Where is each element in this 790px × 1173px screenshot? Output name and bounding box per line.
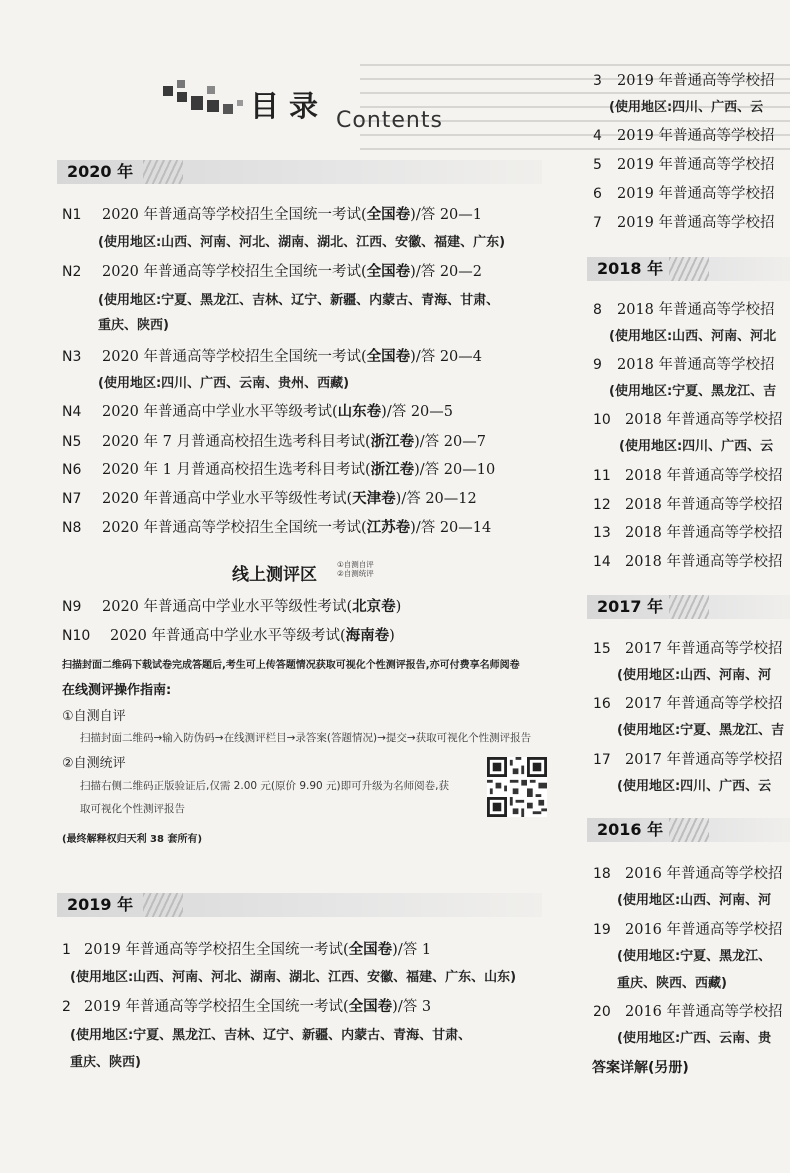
toc-entry-n7[interactable]: N7 2020 年普通高中学业水平等级性考试(天津卷)/答 20—12 [62, 491, 477, 507]
year-band-2020 [57, 160, 542, 184]
guide-step-1-title: ①自测自评 [62, 709, 126, 724]
toc-entry-n2[interactable]: N2 2020 年普通高等学校招生全国统一考试(全国卷)/答 20—2 [62, 264, 482, 280]
toc-entry-n4[interactable]: N4 2020 年普通高中学业水平等级考试(山东卷)/答 20—5 [62, 404, 453, 420]
toc-entry-regions: 重庆、陕西) [98, 318, 169, 333]
toc-entry-regions: (使用地区:宁夏、黑龙江、吉 [617, 723, 785, 738]
toc-entry-regions: (使用地区:宁夏、黑龙江、吉 [609, 384, 777, 399]
toc-entry-9[interactable]: 9 2018 年普通高等学校招 [593, 357, 775, 373]
qr-code-icon[interactable] [487, 757, 547, 817]
toc-entry-regions: (使用地区:山西、河南、河北、湖南、湖北、江西、安徽、福建、广东、山东) [70, 970, 517, 985]
toc-entry-3[interactable]: 3 2019 年普通高等学校招 [593, 73, 775, 89]
toc-entry-regions: (使用地区:广西、云南、贵 [617, 1031, 772, 1046]
toc-entry-regions: (使用地区:四川、广西、云 [619, 439, 774, 454]
toc-entry-5[interactable]: 5 2019 年普通高等学校招 [593, 157, 775, 173]
toc-entry-20[interactable]: 20 2016 年普通高等学校招 [593, 1004, 783, 1020]
toc-entry-12[interactable]: 12 2018 年普通高等学校招 [593, 497, 783, 513]
page-subtitle: Contents [336, 108, 443, 133]
toc-entry-n8[interactable]: N8 2020 年普通高等学校招生全国统一考试(江苏卷)/答 20—14 [62, 520, 492, 536]
online-section-title: 线上测评区 [232, 565, 317, 585]
guide-step-2-title: ②自测统评 [62, 756, 126, 771]
online-section-tags: ①自测自评 ②自测统评 [337, 560, 374, 578]
toc-entry-4[interactable]: 4 2019 年普通高等学校招 [593, 128, 775, 144]
toc-entry-13[interactable]: 13 2018 年普通高等学校招 [593, 525, 783, 541]
toc-entry-regions: (使用地区:宁夏、黑龙江、 [617, 949, 772, 964]
year-label: 2017 年 [597, 597, 664, 616]
year-band-2016 [587, 818, 790, 842]
year-band-2019 [57, 893, 542, 917]
toc-entry-regions: (使用地区:山西、河南、河 [617, 668, 772, 683]
toc-entry-regions: 重庆、陕西、西藏) [617, 976, 727, 991]
toc-entry-16[interactable]: 16 2017 年普通高等学校招 [593, 696, 783, 712]
guide-step-1-text: 扫描封面二维码→输入防伪码→在线测评栏目→录答案(答题情况)→提交→获取可视化个性测评报告 [80, 732, 532, 744]
toc-entry-n1[interactable]: N1 2020 年普通高等学校招生全国统一考试(全国卷)/答 20—1 [62, 207, 482, 223]
year-band-2017 [587, 595, 790, 619]
toc-entry-regions: 重庆、陕西) [70, 1055, 141, 1070]
toc-entry-n3[interactable]: N3 2020 年普通高等学校招生全国统一考试(全国卷)/答 20—4 [62, 349, 482, 365]
toc-entry-7[interactable]: 7 2019 年普通高等学校招 [593, 215, 775, 231]
toc-entry-8[interactable]: 8 2018 年普通高等学校招 [593, 302, 775, 318]
toc-entry-regions: (使用地区:宁夏、黑龙江、吉林、辽宁、新疆、内蒙古、青海、甘肃、 [98, 293, 500, 308]
toc-entry-regions: (使用地区:四川、广西、云南、贵州、西藏) [98, 376, 350, 391]
guide-title: 在线测评操作指南: [62, 683, 172, 698]
toc-entry-n9[interactable]: N9 2020 年普通高中学业水平等级性考试(北京卷) [62, 599, 402, 615]
toc-entry-1[interactable]: 1 2019 年普通高等学校招生全国统一考试(全国卷)/答 1 [62, 942, 432, 958]
guide-step-2-text: 取可视化个性测评报告 [80, 803, 185, 815]
year-label: 2019 年 [67, 895, 134, 914]
decorative-blocks-icon [163, 78, 258, 118]
year-label: 2018 年 [597, 259, 664, 278]
toc-entry-regions: (使用地区:山西、河南、河北 [609, 329, 777, 344]
year-label: 2020 年 [67, 162, 134, 181]
year-band-2018 [587, 257, 790, 281]
toc-entry-11[interactable]: 11 2018 年普通高等学校招 [593, 468, 783, 484]
toc-entry-14[interactable]: 14 2018 年普通高等学校招 [593, 554, 783, 570]
toc-entry-regions: (使用地区:四川、广西、云 [609, 100, 764, 115]
answers-note: 答案详解(另册) [592, 1060, 689, 1076]
toc-entry-10[interactable]: 10 2018 年普通高等学校招 [593, 412, 783, 428]
toc-entry-6[interactable]: 6 2019 年普通高等学校招 [593, 186, 775, 202]
toc-entry-18[interactable]: 18 2016 年普通高等学校招 [593, 866, 783, 882]
toc-entry-n5[interactable]: N5 2020 年 7 月普通高校招生选考科目考试(浙江卷)/答 20—7 [62, 434, 486, 450]
toc-entry-2[interactable]: 2 2019 年普通高等学校招生全国统一考试(全国卷)/答 3 [62, 999, 432, 1015]
toc-entry-15[interactable]: 15 2017 年普通高等学校招 [593, 641, 783, 657]
scan-note: 扫描封面二维码下载试卷完成答题后,考生可上传答题情况获取可视化个性测评报告,亦可付费享名师阅卷 [62, 660, 520, 671]
right-column-cropped [585, 0, 790, 1173]
toc-entry-n6[interactable]: N6 2020 年 1 月普通高校招生选考科目考试(浙江卷)/答 20—10 [62, 462, 496, 478]
toc-entry-17[interactable]: 17 2017 年普通高等学校招 [593, 752, 783, 768]
toc-entry-regions: (使用地区:四川、广西、云 [617, 779, 772, 794]
toc-entry-regions: (使用地区:山西、河南、河北、湖南、湖北、江西、安徽、福建、广东) [98, 235, 506, 250]
page-title: 目录 [250, 89, 329, 123]
toc-entry-regions: (使用地区:宁夏、黑龙江、吉林、辽宁、新疆、内蒙古、青海、甘肃、 [70, 1028, 472, 1043]
year-label: 2016 年 [597, 820, 664, 839]
rights-note: (最终解释权归天利 38 套所有) [62, 834, 203, 845]
toc-entry-regions: (使用地区:山西、河南、河 [617, 893, 772, 908]
guide-step-2-text: 扫描右侧二维码正版验证后,仅需 2.00 元(原价 9.90 元)即可升级为名师阅卷,获 [80, 780, 449, 792]
toc-entry-19[interactable]: 19 2016 年普通高等学校招 [593, 922, 783, 938]
toc-entry-n10[interactable]: N10 2020 年普通高中学业水平等级考试(海南卷) [62, 628, 395, 644]
